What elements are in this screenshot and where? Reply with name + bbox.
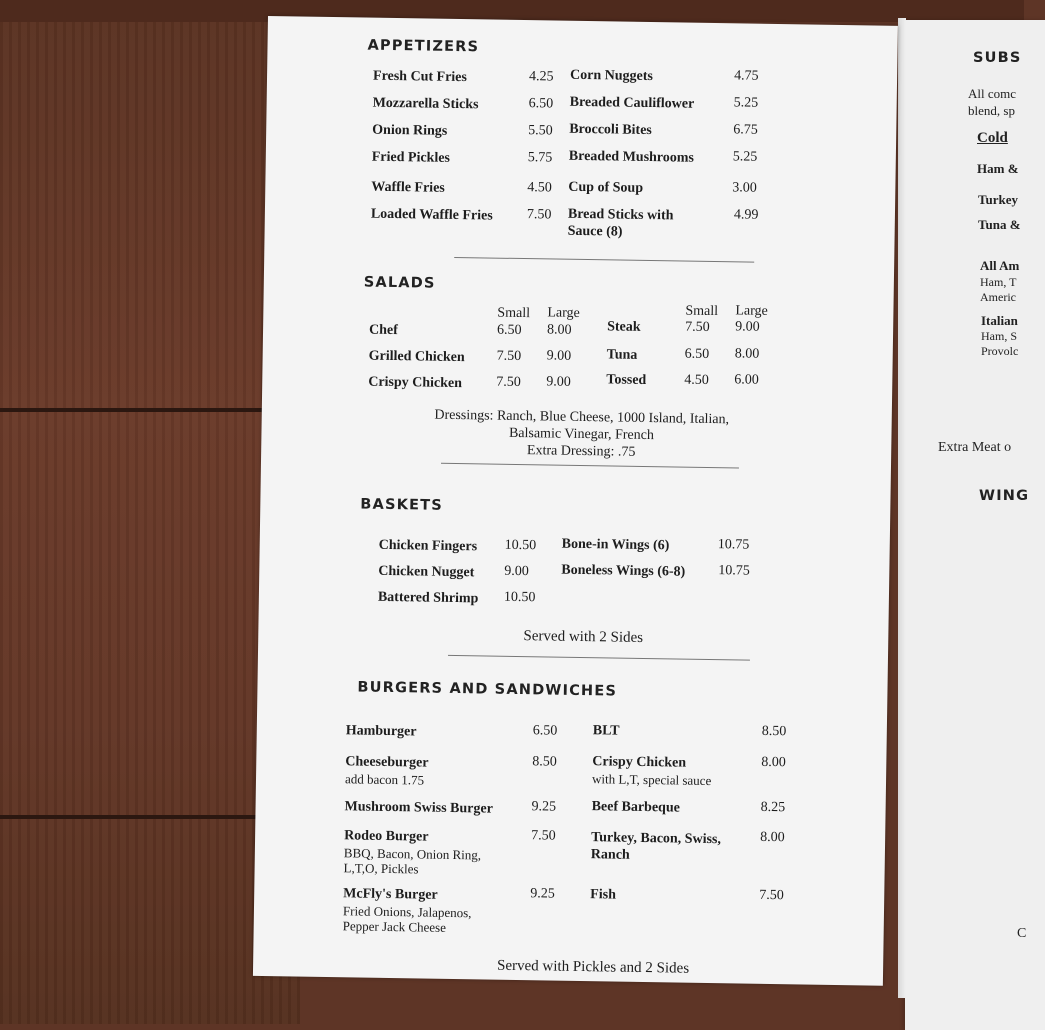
salad-name: Tuna xyxy=(606,347,638,363)
salad-price-large: 8.00 xyxy=(734,346,760,362)
menu-item-name: Fresh Cut Fries xyxy=(372,68,468,86)
sub-item-italian-desc2: Provolc xyxy=(981,344,1019,358)
burgers-sides-note: Served with Pickles and 2 Sides xyxy=(496,957,690,977)
menu-item-price: 4.25 xyxy=(528,69,554,85)
menu-item-price: 5.25 xyxy=(733,95,759,111)
subs-intro-line1: All comc xyxy=(968,86,1017,101)
sandwich-desc: L,T,O, Pickles xyxy=(343,860,419,877)
wood-seam xyxy=(0,408,300,412)
sub-item-all-american: All Am xyxy=(980,258,1020,273)
cold-heading: Cold xyxy=(977,130,1008,146)
sandwich-name: McFly's Burger xyxy=(343,886,438,903)
basket-item-price: 10.75 xyxy=(718,563,750,579)
sandwich-price: 7.50 xyxy=(759,887,784,904)
basket-item-price: 10.50 xyxy=(504,537,537,554)
salad-price-large: 9.00 xyxy=(735,319,760,335)
menu-item-name: Mozzarella Sticks xyxy=(372,95,479,113)
sandwich-desc: add bacon 1.75 xyxy=(344,771,425,788)
sandwich-name: Rodeo Burger xyxy=(344,828,429,845)
menu-item-name: Fried Pickles xyxy=(371,149,451,166)
menu-item-name: Corn Nuggets xyxy=(569,67,654,85)
basket-item-name: Chicken Fingers xyxy=(378,537,478,555)
sandwich-desc: Fried Onions, Jalapenos, xyxy=(342,903,472,921)
sandwich-desc: with L,T, special sauce xyxy=(591,771,712,789)
menu-item-price: 6.50 xyxy=(528,96,554,112)
wood-table-top xyxy=(0,0,1024,22)
menu-item-price: 4.99 xyxy=(733,207,759,223)
next-panel-bottom-text: C xyxy=(1017,926,1027,941)
section-divider xyxy=(441,463,739,469)
salads-heading: SALADS xyxy=(363,274,436,292)
sandwich-price: 8.00 xyxy=(761,754,786,771)
menu-item-name: Broccoli Bites xyxy=(569,121,652,139)
salad-price-small: 7.50 xyxy=(496,374,521,391)
baskets-sides-note: Served with 2 Sides xyxy=(523,628,644,646)
size-large-label: Large xyxy=(547,305,580,321)
menu-item-price: 6.75 xyxy=(733,122,758,138)
sandwich-name: Mushroom Swiss Burger xyxy=(344,799,494,817)
menu-item-name-cont: Sauce (8) xyxy=(567,223,623,240)
sandwich-name: BLT xyxy=(592,723,620,739)
extra-meat-note: Extra Meat o xyxy=(938,440,1012,455)
salad-price-small: 4.50 xyxy=(684,372,709,388)
basket-item-name: Boneless Wings (6-8) xyxy=(561,562,686,580)
salad-price-large: 6.00 xyxy=(734,372,759,388)
dressings-line1: Dressings: Ranch, Blue Cheese, 1000 Island, Italian, xyxy=(434,407,730,428)
sandwich-price: 7.50 xyxy=(531,828,556,844)
sub-item-italian-desc1: Ham, S xyxy=(981,329,1017,343)
basket-item-name: Battered Shrimp xyxy=(377,589,479,607)
sandwich-name: Hamburger xyxy=(345,723,417,740)
sandwich-desc: Pepper Jack Cheese xyxy=(342,918,447,935)
subs-heading: SUBS xyxy=(973,50,1022,66)
sandwich-name-cont: Ranch xyxy=(590,847,630,863)
sub-item-italian: Italian xyxy=(981,313,1018,328)
sandwich-price: 8.50 xyxy=(761,723,787,740)
menu-item-price: 4.50 xyxy=(527,180,552,196)
basket-item-price: 10.50 xyxy=(503,589,536,606)
menu-item-name: Cup of Soup xyxy=(568,179,644,196)
sub-item-all-american-desc1: Ham, T xyxy=(980,275,1017,289)
salad-name: Tossed xyxy=(606,372,647,388)
menu-item-name: Bread Sticks with xyxy=(567,206,674,224)
menu-item-price: 5.75 xyxy=(527,150,553,166)
sub-item-ham: Ham & xyxy=(977,161,1019,176)
sandwich-desc: BBQ, Bacon, Onion Ring, xyxy=(343,845,482,863)
next-menu-panel xyxy=(905,20,1045,1030)
basket-item-name: Chicken Nugget xyxy=(378,563,475,581)
salad-name: Steak xyxy=(607,319,641,335)
extra-dressing-note: Extra Dressing: .75 xyxy=(526,443,636,460)
basket-item-name: Bone-in Wings (6) xyxy=(561,536,670,554)
salad-name: Chef xyxy=(368,322,398,339)
sub-item-all-american-desc2: Americ xyxy=(980,290,1016,304)
sandwich-name: Beef Barbeque xyxy=(591,799,680,816)
menu-item-price: 5.25 xyxy=(732,149,758,165)
sandwich-price: 8.25 xyxy=(760,799,786,816)
size-small-label: Small xyxy=(497,305,531,322)
subs-intro-line2: blend, sp xyxy=(968,103,1015,118)
sandwich-name: Turkey, Bacon, Swiss, xyxy=(591,830,722,848)
page-fold xyxy=(898,18,906,998)
menu-item-price: 3.00 xyxy=(732,180,757,196)
burgers-heading: BURGERS AND SANDWICHES xyxy=(357,679,618,700)
menu-item-price: 5.50 xyxy=(528,123,553,139)
baskets-heading: BASKETS xyxy=(360,496,444,514)
menu-item-price: 4.75 xyxy=(733,68,759,84)
section-divider xyxy=(454,257,754,263)
basket-item-price: 10.75 xyxy=(717,537,750,553)
salad-price-large: 9.00 xyxy=(546,374,571,390)
salad-price-large: 9.00 xyxy=(546,348,572,364)
sandwich-price: 8.50 xyxy=(532,754,557,770)
sandwich-price: 9.25 xyxy=(530,886,555,902)
menu-item-name: Breaded Cauliflower xyxy=(569,94,695,112)
menu-page xyxy=(253,16,898,986)
section-divider xyxy=(448,655,750,661)
basket-item-price: 9.00 xyxy=(504,563,529,580)
sandwich-name: Cheeseburger xyxy=(345,754,429,771)
wings-heading: WING xyxy=(979,488,1030,504)
salad-price-small: 6.50 xyxy=(684,346,710,362)
salad-price-small: 7.50 xyxy=(496,348,522,365)
sandwich-price: 9.25 xyxy=(531,799,557,815)
sub-item-turkey: Turkey xyxy=(978,192,1018,207)
menu-item-name: Waffle Fries xyxy=(371,179,445,196)
menu-item-name: Onion Rings xyxy=(372,122,448,139)
sandwich-price: 6.50 xyxy=(532,723,558,739)
size-large-label: Large xyxy=(735,303,768,319)
menu-item-name: Loaded Waffle Fries xyxy=(370,206,493,224)
size-small-label: Small xyxy=(685,303,719,320)
sandwich-name: Crispy Chicken xyxy=(592,754,687,771)
dressings-line2: Balsamic Vinegar, French xyxy=(508,425,655,444)
salad-name: Grilled Chicken xyxy=(368,348,465,366)
appetizers-heading: APPETIZERS xyxy=(367,37,480,56)
sub-item-tuna: Tuna & xyxy=(978,217,1021,232)
salad-price-small: 6.50 xyxy=(496,322,522,339)
salad-price-large: 8.00 xyxy=(546,322,572,338)
menu-item-price: 7.50 xyxy=(526,207,552,223)
sandwich-price: 8.00 xyxy=(760,829,785,846)
salad-price-small: 7.50 xyxy=(685,319,710,335)
sandwich-name: Fish xyxy=(590,887,617,903)
salad-name: Crispy Chicken xyxy=(368,374,463,392)
menu-item-name: Breaded Mushrooms xyxy=(568,148,695,166)
